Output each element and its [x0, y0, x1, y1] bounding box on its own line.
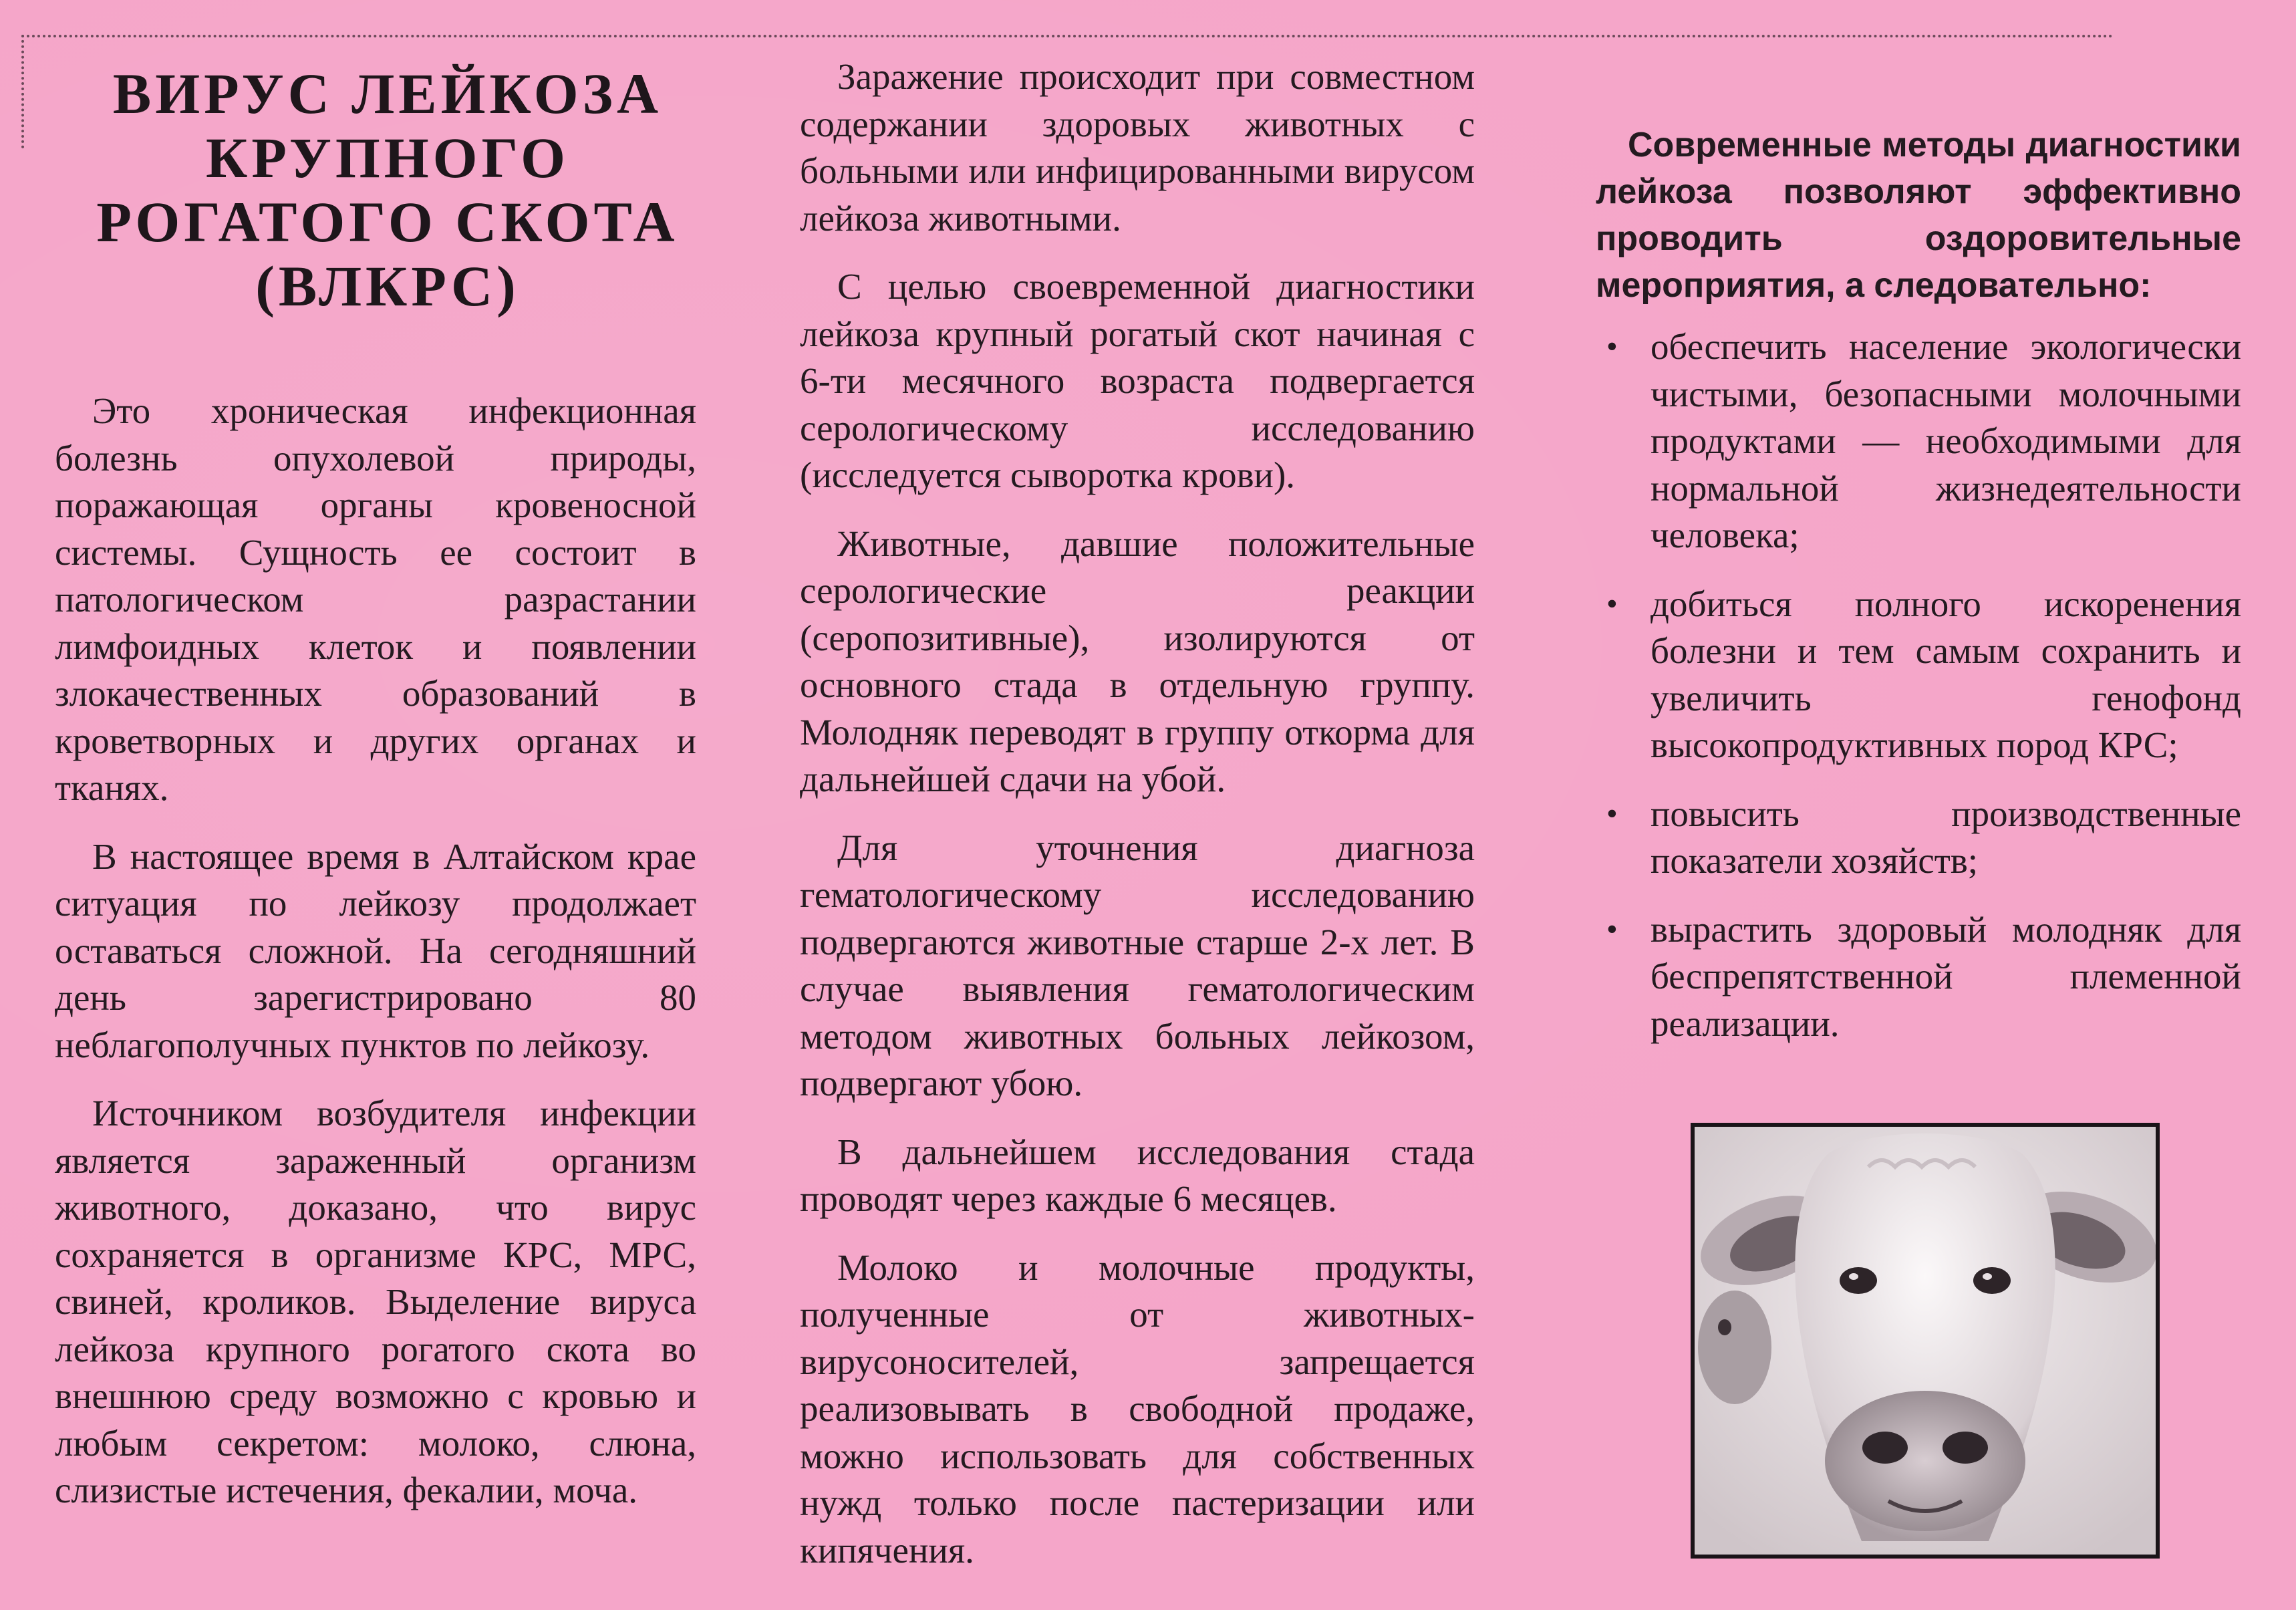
lead-paragraph: Современные методы диагностики лейкоза позволяют эффективно проводить оздоровительные мероприятия, а следовательно: — [1596, 126, 2241, 305]
bullet-icon: • — [1606, 585, 1618, 622]
paragraph: Источником возбудителя инфекции является зараженный организм животного, доказано, что вирус сохраняется в организме КРС, МРС, свиней, кроликов. Выделение вируса лейкоза крупного рогатого скота во внешнюю среду возможно с кровью и любым секретом: молоко, слюна, слизистые истечения, фекалии, моча. — [55, 1093, 696, 1510]
paragraph: Это хроническая инфекционная болезнь опухолевой природы, поражающая органы кровеносной системы. Сущность ее состоит в патологическом разрастании лимфоидных клеток и появлении злокачественных образований в кроветворных и других органах и тканях. — [55, 390, 696, 808]
list-item — [1596, 581, 2241, 769]
list-item — [1596, 323, 2241, 559]
list-item — [1596, 906, 2241, 1048]
cow-icon — [1695, 1127, 2156, 1555]
list-item-text: добиться полного искоренения болезни и тем самым сохранить и увеличить генофонд высокопродуктивных пород КРС; — [1651, 583, 2241, 765]
bullet-icon: • — [1606, 795, 1618, 831]
title-line: РОГАТОГО СКОТА — [96, 190, 679, 254]
benefits-list — [1596, 323, 2241, 1047]
paragraph: Животные, давшие положительные серологические реакции (серопозитивные), изолируются от основного стада в отдельную группу. Молодняк переводят в группу откорма для дальнейшей сдачи на убой. — [800, 523, 1475, 799]
title-line: КРУПНОГО — [205, 126, 569, 190]
bullet-icon: • — [1606, 911, 1618, 947]
title-line: (ВЛКРС) — [255, 254, 520, 318]
column-left — [55, 388, 696, 1536]
dotted-border-left — [21, 35, 24, 148]
paragraph: В дальнейшем исследования стада проводят через каждые 6 месяцев. — [800, 1131, 1475, 1219]
paragraph: В настоящее время в Алтайском крае ситуация по лейкозу продолжает оставаться сложной. На сегодняшний день зарегистрировано 80 неблагополучных пунктов по лейкозу. — [55, 835, 696, 1065]
list-item — [1596, 791, 2241, 885]
list-item-text: вырастить здоровый молодняк для беспрепятственной племенной реализации. — [1651, 908, 2241, 1044]
dotted-border-top — [21, 35, 2114, 37]
list-item-text: повысить производственные показатели хозяйств; — [1651, 793, 2241, 881]
paragraph: Для уточнения диагноза гематологическому исследованию подвергаются животные старше 2-х лет. В случае выявления гематологическим методом животных больных лейкозом, подвергают убою. — [800, 827, 1475, 1103]
list-item-text: обеспечить население экологически чистыми, безопасными молочными продуктами — необходимыми для нормальной жизнедеятельности человека; — [1651, 326, 2241, 555]
title-line: ВИРУС ЛЕЙКОЗА — [112, 61, 663, 126]
paragraph: Заражение происходит при совместном содержании здоровых животных с больными или инфицированными вирусом лейкоза животными. — [800, 56, 1475, 239]
paragraph: С целью своевременной диагностики лейкоза крупный рогатый скот начиная с 6-ти месячного возраста подвергается серологическому исследованию (исследуется сыворотка крови). — [800, 266, 1475, 495]
column-right — [1596, 122, 2241, 1069]
bullet-icon: • — [1606, 329, 1618, 364]
leaflet-title — [40, 61, 735, 318]
paragraph: Молоко и молочные продукты, полученные от животных-вирусоносителей, запрещается реализовывать в свободной продаже, можно использовать для собственных нужд только после пастеризации или кипячения. — [800, 1246, 1475, 1571]
cow-photo — [1691, 1123, 2160, 1559]
column-middle — [800, 53, 1475, 1595]
